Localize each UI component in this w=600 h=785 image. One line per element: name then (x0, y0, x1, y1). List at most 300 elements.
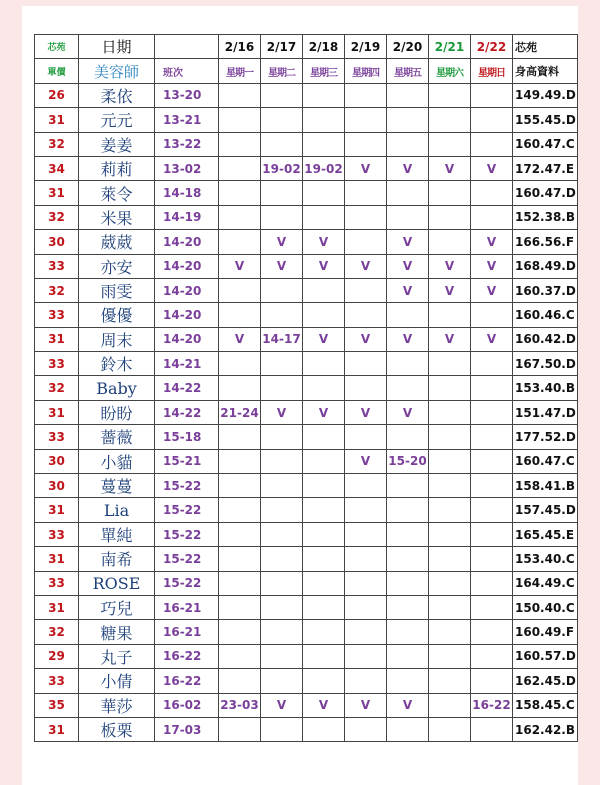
table-row (35, 571, 578, 595)
row-height-info: 160.47.D (513, 181, 578, 205)
row-day-cell (429, 595, 471, 619)
row-day-cell (471, 498, 513, 522)
row-day-cell (471, 376, 513, 400)
row-day-cell (303, 303, 345, 327)
row-name: 優優 (79, 303, 155, 327)
row-height-info: 157.45.D (513, 498, 578, 522)
row-day-cell (387, 83, 429, 107)
row-shift: 16-22 (155, 644, 219, 668)
table-row (35, 522, 578, 546)
row-day-cell (219, 474, 261, 498)
row-name: 周末 (79, 327, 155, 351)
row-price: 31 (35, 595, 79, 619)
row-height-info: 155.45.D (513, 108, 578, 132)
row-day-cell: V (429, 327, 471, 351)
row-shift: 16-21 (155, 595, 219, 619)
row-day-cell (429, 352, 471, 376)
row-day-cell (219, 352, 261, 376)
row-day-cell (387, 303, 429, 327)
row-name: ROSE (79, 571, 155, 595)
row-day-cell (345, 595, 387, 619)
row-day-cell (429, 669, 471, 693)
row-day-cell (303, 181, 345, 205)
table-row (35, 327, 578, 351)
row-day-cell (303, 669, 345, 693)
row-name: 華莎 (79, 693, 155, 717)
table-row (35, 132, 578, 156)
row-shift: 13-20 (155, 83, 219, 107)
row-height-info: 160.49.F (513, 620, 578, 644)
row-day-cell (429, 571, 471, 595)
header-date-7: 2/22 (471, 35, 513, 59)
row-day-cell (345, 230, 387, 254)
row-day-cell (387, 352, 429, 376)
row-price: 29 (35, 644, 79, 668)
table-row (35, 108, 578, 132)
row-day-cell (345, 717, 387, 741)
row-day-cell (219, 595, 261, 619)
row-day-cell (303, 717, 345, 741)
row-day-cell (303, 474, 345, 498)
row-height-info: 160.46.C (513, 303, 578, 327)
row-shift: 14-20 (155, 278, 219, 302)
row-day-cell (261, 205, 303, 229)
row-day-cell (387, 644, 429, 668)
row-shift: 16-22 (155, 669, 219, 693)
row-day-cell: V (261, 254, 303, 278)
row-day-cell: V (303, 254, 345, 278)
row-day-cell (471, 620, 513, 644)
row-day-cell (387, 620, 429, 644)
row-day-cell (219, 376, 261, 400)
table-row (35, 254, 578, 278)
row-day-cell: 19-02 (261, 156, 303, 180)
row-day-cell (219, 132, 261, 156)
row-price: 31 (35, 181, 79, 205)
row-day-cell: V (471, 254, 513, 278)
row-day-cell (219, 425, 261, 449)
row-day-cell (303, 205, 345, 229)
row-day-cell (261, 132, 303, 156)
row-day-cell (429, 522, 471, 546)
row-price: 32 (35, 132, 79, 156)
row-price: 33 (35, 303, 79, 327)
table-row (35, 547, 578, 571)
row-price: 30 (35, 230, 79, 254)
row-day-cell (219, 620, 261, 644)
header-date-4: 2/19 (345, 35, 387, 59)
table-row (35, 474, 578, 498)
row-name: 板栗 (79, 717, 155, 741)
header-blank (155, 35, 219, 59)
row-shift: 15-22 (155, 571, 219, 595)
row-height-info: 153.40.B (513, 376, 578, 400)
row-day-cell (387, 376, 429, 400)
row-day-cell (261, 303, 303, 327)
row-day-cell: V (303, 400, 345, 424)
row-day-cell (471, 547, 513, 571)
row-day-cell (471, 474, 513, 498)
row-day-cell: V (387, 693, 429, 717)
row-name: Baby (79, 376, 155, 400)
table-row (35, 352, 578, 376)
row-day-cell (345, 352, 387, 376)
row-day-cell (387, 181, 429, 205)
row-day-cell: V (219, 254, 261, 278)
row-day-cell (219, 205, 261, 229)
row-day-cell: 21-24 (219, 400, 261, 424)
row-day-cell (303, 571, 345, 595)
row-day-cell (387, 571, 429, 595)
row-price: 31 (35, 717, 79, 741)
row-price: 31 (35, 327, 79, 351)
row-day-cell: 16-22 (471, 693, 513, 717)
row-day-cell: V (345, 254, 387, 278)
row-day-cell (303, 547, 345, 571)
row-day-cell (345, 205, 387, 229)
row-day-cell: V (387, 400, 429, 424)
table-row (35, 717, 578, 741)
table-row (35, 449, 578, 473)
row-day-cell (387, 498, 429, 522)
header-brand-right: 芯苑 (513, 35, 578, 59)
row-day-cell: V (261, 400, 303, 424)
row-price: 30 (35, 449, 79, 473)
row-day-cell (261, 644, 303, 668)
row-name: 巧兒 (79, 595, 155, 619)
row-day-cell (219, 498, 261, 522)
table-row (35, 498, 578, 522)
row-day-cell (429, 425, 471, 449)
row-name: 米果 (79, 205, 155, 229)
header-date-2: 2/17 (261, 35, 303, 59)
row-price: 34 (35, 156, 79, 180)
row-day-cell (387, 669, 429, 693)
header-row-dates (35, 35, 578, 59)
row-height-info: 160.37.D (513, 278, 578, 302)
row-name: 萊令 (79, 181, 155, 205)
row-day-cell (429, 83, 471, 107)
header-weekday-4: 星期四 (345, 59, 387, 83)
row-day-cell (471, 425, 513, 449)
header-weekday-3: 星期三 (303, 59, 345, 83)
row-name: 亦安 (79, 254, 155, 278)
row-day-cell: V (471, 327, 513, 351)
row-price: 33 (35, 425, 79, 449)
row-name: 單純 (79, 522, 155, 546)
row-day-cell: V (429, 254, 471, 278)
row-height-info: 158.41.B (513, 474, 578, 498)
row-shift: 14-19 (155, 205, 219, 229)
row-price: 33 (35, 522, 79, 546)
header-weekday-7: 星期日 (471, 59, 513, 83)
table-row (35, 205, 578, 229)
row-day-cell (429, 181, 471, 205)
table-row (35, 181, 578, 205)
row-price: 26 (35, 83, 79, 107)
row-day-cell (303, 595, 345, 619)
row-day-cell (261, 83, 303, 107)
row-day-cell (303, 498, 345, 522)
row-name: 糖果 (79, 620, 155, 644)
row-day-cell (429, 400, 471, 424)
row-day-cell (429, 132, 471, 156)
header-date-1: 2/16 (219, 35, 261, 59)
row-day-cell (219, 644, 261, 668)
row-day-cell (471, 400, 513, 424)
row-day-cell (261, 571, 303, 595)
row-shift: 15-18 (155, 425, 219, 449)
row-shift: 16-21 (155, 620, 219, 644)
row-day-cell: V (345, 449, 387, 473)
row-day-cell (429, 108, 471, 132)
row-day-cell (261, 547, 303, 571)
row-day-cell (219, 83, 261, 107)
row-height-info: 160.47.C (513, 449, 578, 473)
row-day-cell (345, 425, 387, 449)
header-date-6: 2/21 (429, 35, 471, 59)
row-height-info: 151.47.D (513, 400, 578, 424)
row-day-cell (303, 620, 345, 644)
row-day-cell (219, 278, 261, 302)
row-day-cell (387, 717, 429, 741)
row-name: 姜姜 (79, 132, 155, 156)
row-name: 鈴木 (79, 352, 155, 376)
table-row (35, 278, 578, 302)
row-day-cell (471, 571, 513, 595)
row-day-cell: V (345, 693, 387, 717)
row-name: 南希 (79, 547, 155, 571)
row-day-cell: V (303, 230, 345, 254)
row-price: 31 (35, 108, 79, 132)
row-day-cell (345, 644, 387, 668)
row-shift: 14-20 (155, 303, 219, 327)
row-day-cell (219, 156, 261, 180)
row-height-info: 165.45.E (513, 522, 578, 546)
row-day-cell: V (219, 327, 261, 351)
row-shift: 13-21 (155, 108, 219, 132)
row-height-info: 160.42.D (513, 327, 578, 351)
row-day-cell (429, 303, 471, 327)
row-day-cell (429, 620, 471, 644)
header-date-title: 日期 (79, 35, 155, 59)
row-day-cell (261, 620, 303, 644)
row-day-cell (303, 278, 345, 302)
row-name: 柔依 (79, 83, 155, 107)
row-day-cell (429, 644, 471, 668)
row-day-cell (471, 352, 513, 376)
row-day-cell (219, 108, 261, 132)
row-price: 31 (35, 547, 79, 571)
row-price: 31 (35, 400, 79, 424)
row-day-cell (219, 717, 261, 741)
row-day-cell (387, 595, 429, 619)
row-day-cell (345, 522, 387, 546)
table-row (35, 644, 578, 668)
row-price: 35 (35, 693, 79, 717)
row-height-info: 153.40.C (513, 547, 578, 571)
row-shift: 14-22 (155, 400, 219, 424)
row-day-cell (261, 474, 303, 498)
table-row (35, 83, 578, 107)
row-day-cell: V (387, 156, 429, 180)
row-day-cell: V (471, 230, 513, 254)
row-day-cell (429, 376, 471, 400)
row-day-cell (261, 376, 303, 400)
row-day-cell (261, 108, 303, 132)
row-day-cell (345, 83, 387, 107)
row-day-cell (429, 449, 471, 473)
row-shift: 14-20 (155, 230, 219, 254)
row-height-info: 152.38.B (513, 205, 578, 229)
row-day-cell (345, 278, 387, 302)
row-shift: 14-22 (155, 376, 219, 400)
row-day-cell (303, 425, 345, 449)
table-row (35, 400, 578, 424)
row-day-cell (471, 669, 513, 693)
row-day-cell (219, 522, 261, 546)
row-price: 33 (35, 254, 79, 278)
row-day-cell (303, 83, 345, 107)
row-day-cell (471, 449, 513, 473)
row-name: 小倩 (79, 669, 155, 693)
row-height-info: 164.49.C (513, 571, 578, 595)
row-day-cell: V (303, 327, 345, 351)
row-day-cell (303, 522, 345, 546)
row-day-cell (387, 425, 429, 449)
row-day-cell: 23-03 (219, 693, 261, 717)
row-day-cell: V (429, 278, 471, 302)
row-day-cell (345, 669, 387, 693)
row-shift: 16-02 (155, 693, 219, 717)
row-day-cell (345, 376, 387, 400)
header-role-title: 美容師 (79, 59, 155, 83)
table-row (35, 303, 578, 327)
row-day-cell (387, 132, 429, 156)
table-row (35, 669, 578, 693)
row-day-cell (471, 522, 513, 546)
row-name: 葳葳 (79, 230, 155, 254)
row-shift: 14-18 (155, 181, 219, 205)
row-day-cell (219, 449, 261, 473)
row-height-info: 168.49.D (513, 254, 578, 278)
row-day-cell (345, 498, 387, 522)
row-day-cell (471, 717, 513, 741)
row-day-cell (261, 498, 303, 522)
row-height-info: 158.45.C (513, 693, 578, 717)
row-day-cell (471, 181, 513, 205)
row-day-cell (471, 205, 513, 229)
row-day-cell (303, 132, 345, 156)
header-price-label: 單價 (35, 59, 79, 83)
header-shift-title: 班次 (155, 59, 219, 83)
row-day-cell (261, 669, 303, 693)
row-height-info: 167.50.D (513, 352, 578, 376)
row-price: 33 (35, 571, 79, 595)
row-height-info: 172.47.E (513, 156, 578, 180)
row-price: 32 (35, 278, 79, 302)
row-day-cell: V (261, 693, 303, 717)
row-day-cell: V (345, 400, 387, 424)
row-day-cell (345, 620, 387, 644)
row-day-cell: V (387, 278, 429, 302)
header-date-5: 2/20 (387, 35, 429, 59)
header-info-title: 身高資料 (513, 59, 578, 83)
row-shift: 15-21 (155, 449, 219, 473)
row-day-cell (387, 522, 429, 546)
row-shift: 17-03 (155, 717, 219, 741)
header-weekday-6: 星期六 (429, 59, 471, 83)
row-day-cell (345, 108, 387, 132)
row-shift: 13-02 (155, 156, 219, 180)
row-shift: 14-21 (155, 352, 219, 376)
row-height-info: 160.57.D (513, 644, 578, 668)
table-row (35, 425, 578, 449)
row-day-cell: V (387, 327, 429, 351)
row-price: 33 (35, 352, 79, 376)
row-day-cell (387, 547, 429, 571)
table-row (35, 376, 578, 400)
schedule-sheet (22, 6, 578, 785)
row-day-cell: V (303, 693, 345, 717)
row-day-cell: V (387, 230, 429, 254)
row-day-cell (429, 717, 471, 741)
row-day-cell (261, 425, 303, 449)
row-day-cell (261, 352, 303, 376)
table-row (35, 595, 578, 619)
row-price: 30 (35, 474, 79, 498)
row-shift: 14-20 (155, 254, 219, 278)
row-shift: 14-20 (155, 327, 219, 351)
schedule-table (34, 34, 578, 742)
row-day-cell (219, 230, 261, 254)
row-day-cell (387, 108, 429, 132)
row-name: 元元 (79, 108, 155, 132)
row-day-cell (303, 352, 345, 376)
header-weekday-1: 星期一 (219, 59, 261, 83)
row-name: Lia (79, 498, 155, 522)
header-brand-left: 芯苑 (35, 35, 79, 59)
row-price: 32 (35, 205, 79, 229)
row-day-cell (219, 303, 261, 327)
row-day-cell (345, 303, 387, 327)
row-name: 薔薇 (79, 425, 155, 449)
header-date-3: 2/18 (303, 35, 345, 59)
row-height-info: 162.42.B (513, 717, 578, 741)
row-day-cell (303, 376, 345, 400)
row-day-cell (303, 449, 345, 473)
row-day-cell (345, 547, 387, 571)
row-name: 雨雯 (79, 278, 155, 302)
row-day-cell (429, 205, 471, 229)
row-day-cell (387, 205, 429, 229)
row-day-cell (261, 595, 303, 619)
row-day-cell (429, 547, 471, 571)
row-day-cell: 19-02 (303, 156, 345, 180)
row-day-cell (345, 474, 387, 498)
row-day-cell: V (471, 278, 513, 302)
row-day-cell: V (261, 230, 303, 254)
row-day-cell (261, 181, 303, 205)
row-height-info: 150.40.C (513, 595, 578, 619)
row-shift: 15-22 (155, 547, 219, 571)
row-day-cell: 14-17 (261, 327, 303, 351)
row-day-cell (429, 693, 471, 717)
row-shift: 13-22 (155, 132, 219, 156)
row-day-cell (303, 108, 345, 132)
row-name: 莉莉 (79, 156, 155, 180)
row-day-cell (261, 278, 303, 302)
